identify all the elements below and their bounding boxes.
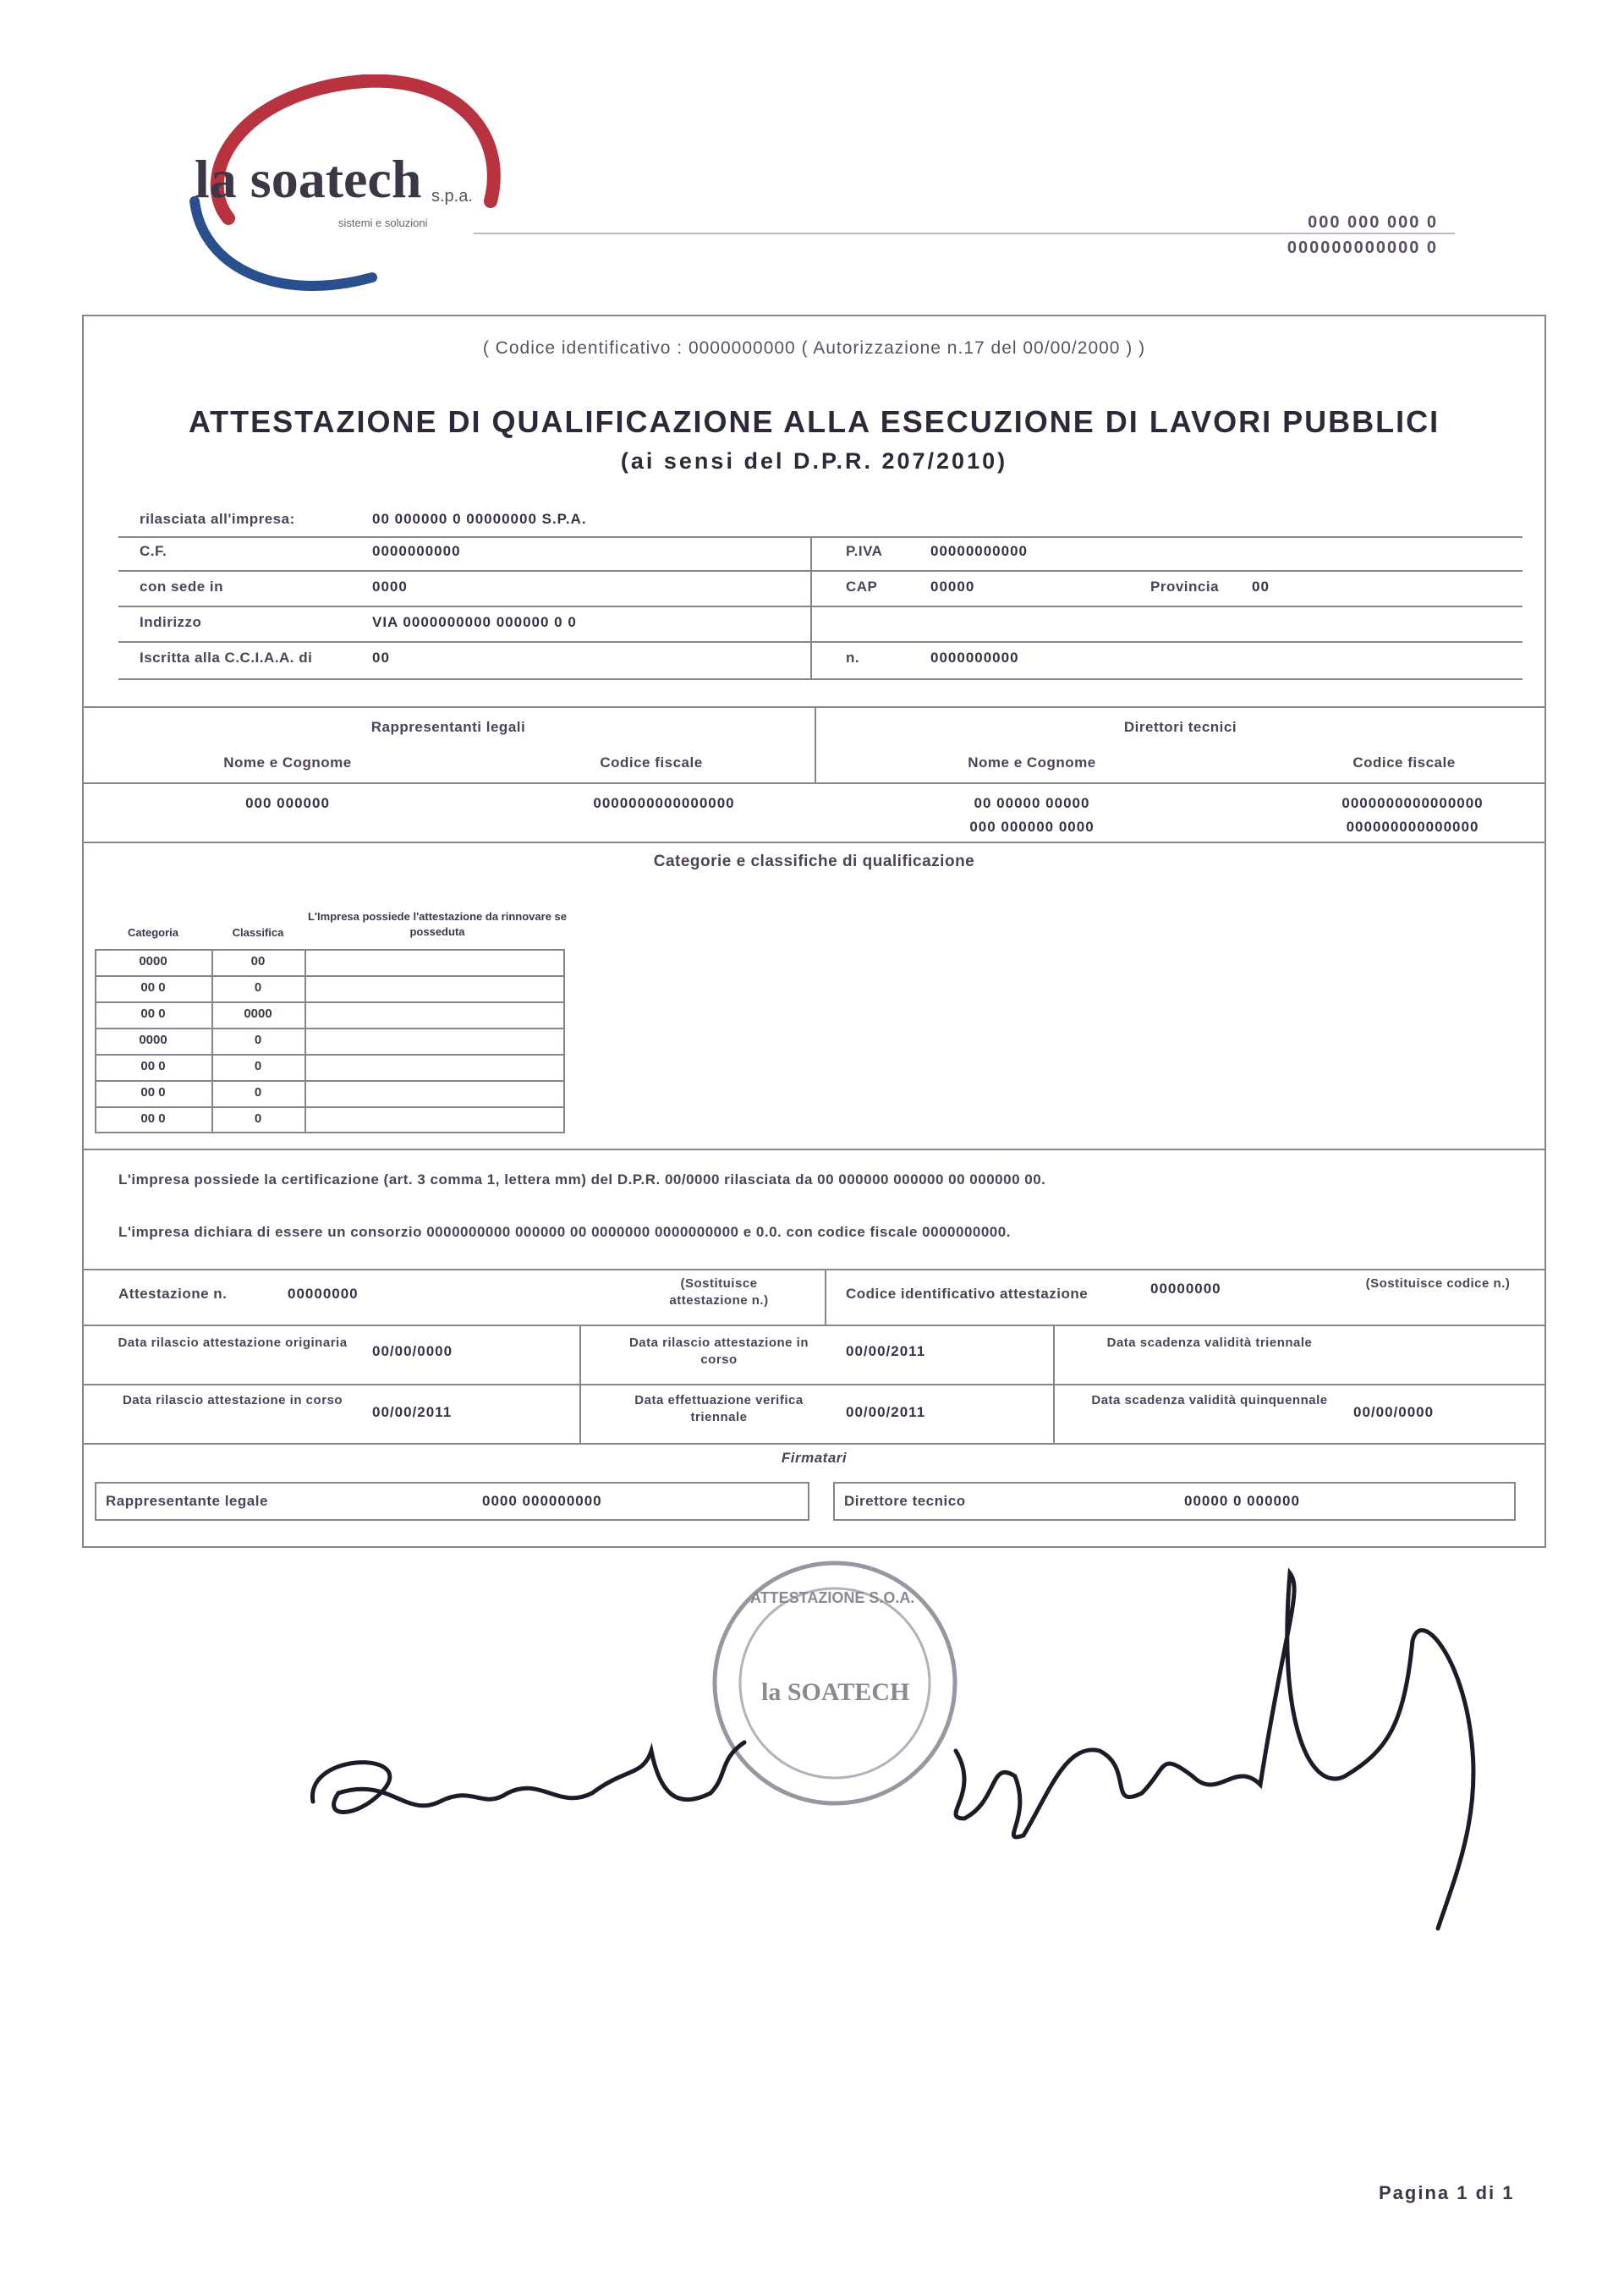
date-label-2: Data rilascio attestazione in corso bbox=[628, 1336, 809, 1367]
certificate-title: ATTESTAZIONE DI QUALIFICAZIONE ALLA ESECUZIONE DI LAVORI PUBBLICI bbox=[188, 404, 1440, 439]
legal-signatory-label: Rappresentante legale bbox=[106, 1493, 268, 1509]
cat-row-2-cat: 00 0 bbox=[140, 980, 166, 995]
svg-text:s.p.a.: s.p.a. bbox=[431, 187, 473, 206]
piva-label: P.IVA bbox=[846, 543, 883, 559]
authorization-line: ( Codice identificativo : 0000000000 ( Autorizzazione n.17 del 00/00/2000 ) ) bbox=[482, 338, 1146, 358]
date-label-1: Data rilascio attestazione originaria bbox=[118, 1336, 348, 1350]
internal-code-value: 00000000 bbox=[1150, 1281, 1221, 1297]
date-value-5: 00/00/2011 bbox=[846, 1404, 926, 1420]
internal-code-label: Codice identificativo attestazione bbox=[846, 1286, 1089, 1302]
company-label: rilasciata all'impresa: bbox=[140, 511, 295, 527]
cat-header-classifica: Classifica bbox=[232, 926, 284, 939]
date-value-1: 00/00/0000 bbox=[372, 1343, 453, 1359]
tech-cf-header: Codice fiscale bbox=[1352, 754, 1456, 771]
tech-directors-title: Direttori tecnici bbox=[1123, 719, 1237, 735]
cap-value: 00000 bbox=[930, 579, 975, 595]
cat-header-note: L'Impresa possiede l'attestazione da rinnovare se posseduta bbox=[307, 910, 567, 938]
consortium-statement: L'impresa dichiara di essere un consorzio 0000000000 000000 00 0000000 0000000000 e 0.0. con codice fiscale 0000000000. bbox=[118, 1224, 1011, 1240]
cat-row-5-class: 0 bbox=[254, 1059, 262, 1073]
cat-row-2-class: 0 bbox=[254, 980, 262, 995]
cf-value: 0000000000 bbox=[372, 543, 461, 559]
cat-row-1-class: 00 bbox=[250, 954, 266, 968]
sede-label: con sede in bbox=[140, 579, 224, 595]
signature-technical bbox=[956, 1573, 1473, 1928]
tech-signatory-label: Direttore tecnico bbox=[844, 1493, 966, 1509]
quality-statement: L'impresa possiede la certificazione (art. 3 comma 1, lettera mm) del D.P.R. 00/0000 rilasciata da 00 000000 000000 00 000000 00. bbox=[118, 1171, 1046, 1188]
date-value-4: 00/00/2011 bbox=[372, 1404, 453, 1420]
legal-rep-cf: 0000000000000000 bbox=[593, 795, 735, 811]
cf-label: C.F. bbox=[140, 543, 167, 559]
replaces-label: (Sostituisce attestazione n.) bbox=[669, 1276, 769, 1308]
indirizzo-value: VIA 0000000000 000000 0 0 bbox=[372, 614, 577, 630]
legal-cf-header: Codice fiscale bbox=[600, 754, 703, 771]
cat-row-6-cat: 00 0 bbox=[140, 1085, 166, 1100]
indirizzo-label: Indirizzo bbox=[140, 614, 202, 630]
logo-text: la soatech bbox=[195, 149, 422, 209]
provincia-label: Provincia bbox=[1150, 579, 1220, 595]
legal-signatory-name: 0000 000000000 bbox=[482, 1493, 602, 1509]
tech-dir-name-1: 00 00000 00000 bbox=[974, 795, 1090, 811]
cciaa-value: 00 bbox=[372, 650, 390, 666]
tech-dir-cf-1: 0000000000000000 bbox=[1341, 795, 1484, 811]
signatures-area bbox=[288, 1539, 1590, 2013]
svg-text:la SOATECH: la SOATECH bbox=[761, 1678, 910, 1706]
company-logo bbox=[178, 74, 533, 303]
company-name: 00 000000 0 00000000 S.P.A. bbox=[372, 511, 587, 527]
signature-legal bbox=[312, 1742, 744, 1813]
cciaa-label: Iscritta alla C.C.I.A.A. di bbox=[140, 650, 313, 666]
cat-header-categoria: Categoria bbox=[128, 926, 178, 939]
attestation-number-value: 00000000 bbox=[288, 1286, 359, 1302]
date-label-4: Data rilascio attestazione in corso bbox=[122, 1393, 343, 1407]
cat-row-7-cat: 00 0 bbox=[140, 1111, 166, 1126]
cat-row-4-cat: 0000 bbox=[139, 1033, 167, 1047]
cat-row-4-class: 0 bbox=[254, 1033, 262, 1047]
date-value-2: 00/00/2011 bbox=[846, 1343, 926, 1359]
signatories-title: Firmatari bbox=[781, 1450, 848, 1466]
cciaa-number-value: 0000000000 bbox=[930, 650, 1019, 666]
date-label-3: Data scadenza validità triennale bbox=[1106, 1336, 1313, 1350]
cciaa-number-label: n. bbox=[846, 650, 860, 666]
official-stamp bbox=[715, 1563, 955, 1803]
cat-row-7-class: 0 bbox=[254, 1111, 262, 1126]
page-number: Pagina 1 di 1 bbox=[1379, 2182, 1515, 2203]
certificate-subtitle: (ai sensi del D.P.R. 207/2010) bbox=[620, 448, 1008, 474]
document-code: 000 000 000 0 000000000000 0 bbox=[1287, 213, 1438, 257]
tech-dir-name-2: 000 000000 0000 bbox=[969, 819, 1095, 835]
legal-rep-name: 000 000000 bbox=[245, 795, 330, 811]
date-label-5: Data effettuazione verifica triennale bbox=[634, 1393, 804, 1424]
date-value-6: 00/00/0000 bbox=[1353, 1404, 1435, 1420]
svg-text:sistemi e soluzioni: sistemi e soluzioni bbox=[338, 217, 428, 229]
cat-row-3-class: 0000 bbox=[244, 1007, 272, 1021]
sede-value: 0000 bbox=[372, 579, 408, 595]
tech-signatory-name: 00000 0 000000 bbox=[1184, 1493, 1300, 1509]
provincia-value: 00 bbox=[1252, 579, 1270, 595]
cap-label: CAP bbox=[846, 579, 878, 595]
date-label-6: Data scadenza validità quinquennale bbox=[1091, 1393, 1328, 1407]
piva-value: 00000000000 bbox=[930, 543, 1029, 559]
legal-reps-title: Rappresentanti legali bbox=[370, 719, 526, 735]
cat-row-6-class: 0 bbox=[254, 1085, 262, 1100]
tech-dir-cf-2: 000000000000000 bbox=[1346, 819, 1479, 835]
svg-text:ATTESTAZIONE S.O.A.: ATTESTAZIONE S.O.A. bbox=[750, 1589, 915, 1606]
categories-title: Categorie e classifiche di qualificazione bbox=[653, 853, 975, 870]
legal-name-header: Nome e Cognome bbox=[223, 754, 352, 771]
cat-row-3-cat: 00 0 bbox=[140, 1007, 166, 1021]
cat-row-5-cat: 00 0 bbox=[140, 1059, 166, 1073]
cat-row-1-cat: 0000 bbox=[139, 954, 167, 968]
tech-name-header: Nome e Cognome bbox=[968, 754, 1096, 771]
attestation-number-label: Attestazione n. bbox=[118, 1286, 228, 1302]
replaces2-label: (Sostituisce codice n.) bbox=[1365, 1276, 1511, 1291]
